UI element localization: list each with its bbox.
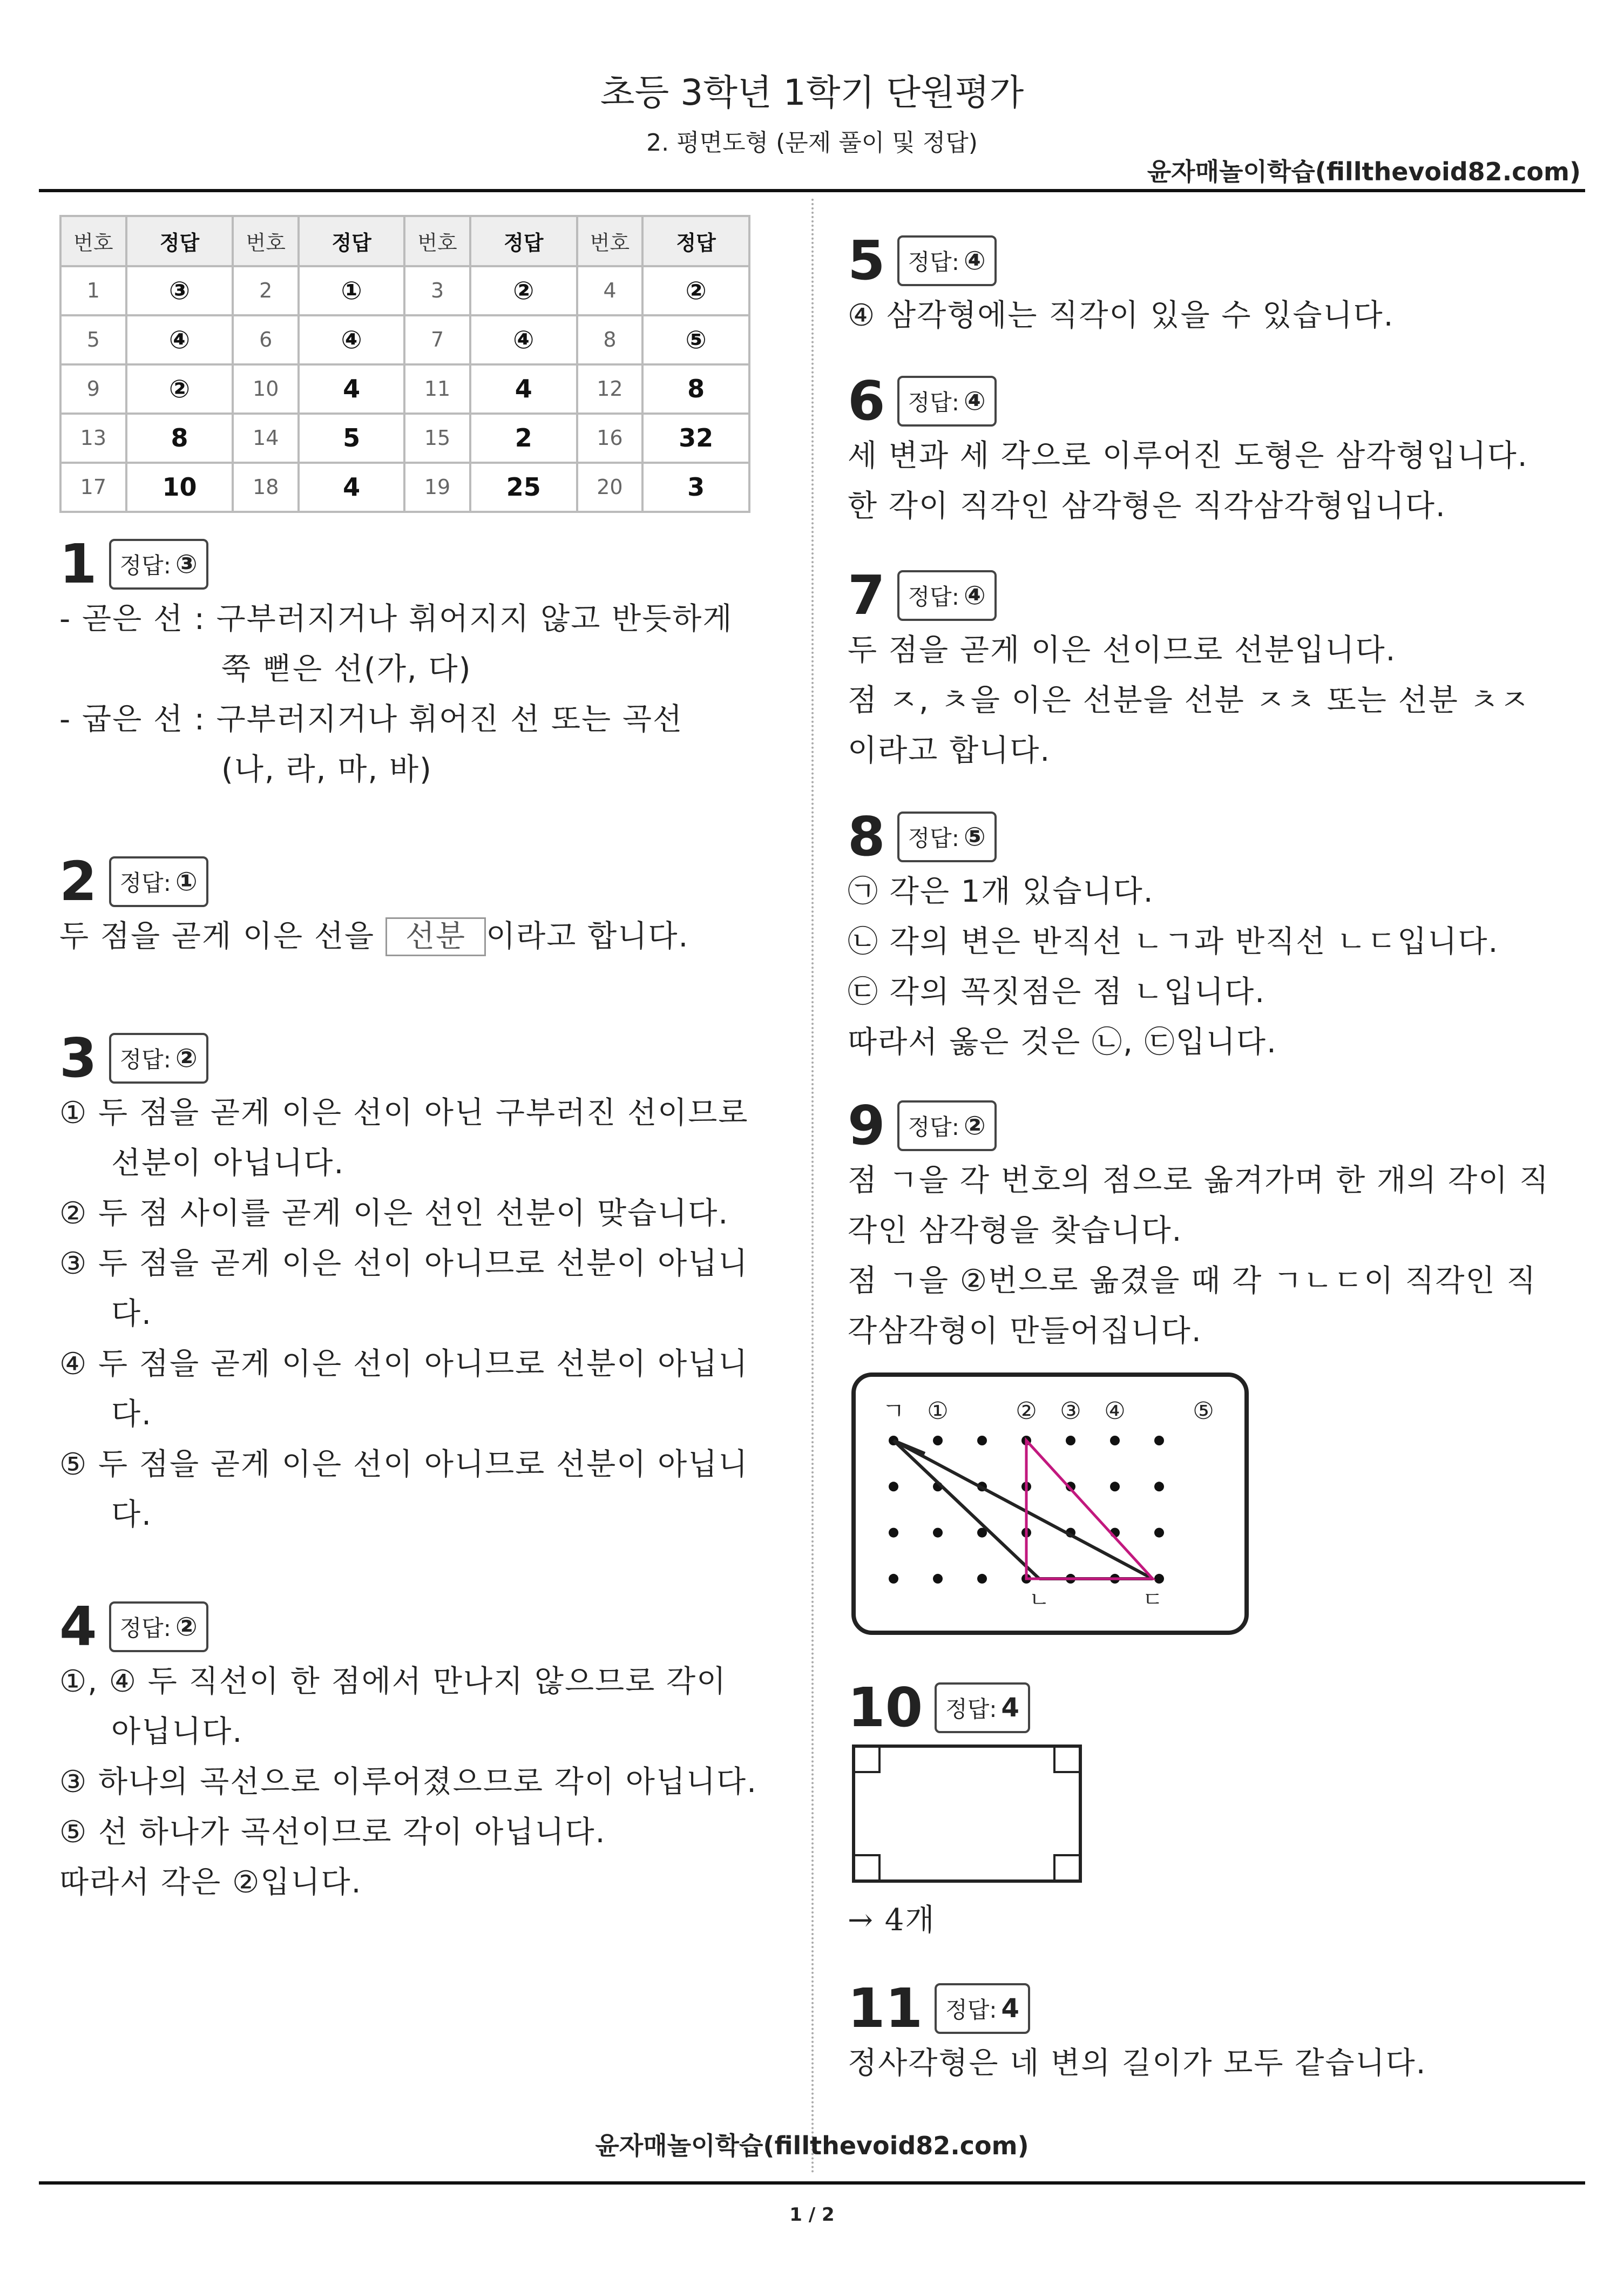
question-11 <box>848 1979 1426 2088</box>
question-no-cell: 19 <box>404 463 470 512</box>
header-rule <box>39 189 1585 192</box>
rectangle <box>854 1746 1080 1881</box>
explanation-line: 각인 삼각형을 찾습니다. <box>848 1213 1183 1248</box>
explanation-line: ⑤ 선 하나가 곡선이므로 각이 아닙니다. <box>59 1815 606 1850</box>
question-no-cell: 7 <box>404 315 470 364</box>
question-2 <box>59 852 689 962</box>
question-no-cell: 16 <box>577 414 643 463</box>
question-number: 1 <box>59 532 97 596</box>
explanation-line: - 곧은 선 : 구부러지거나 휘어지지 않고 반듯하게 <box>59 601 733 637</box>
answer-badge: 정답: ③ <box>109 539 208 590</box>
question-number: 2 <box>59 850 97 913</box>
site-credit-footer: 윤자매놀이학습(fillthevoid82.com) <box>595 2131 1029 2160</box>
question-no-cell: 13 <box>60 414 126 463</box>
explanation-line: ④ 삼각형에는 직각이 있을 수 있습니다. <box>848 298 1395 333</box>
table-header-answer: 정답 <box>126 216 233 266</box>
explanation-line: 두 점을 곧게 이은 선을 선분 이라고 합니다. <box>59 911 689 962</box>
point-label: ㄱ <box>882 1397 905 1425</box>
grid-dot <box>1154 1436 1164 1445</box>
table-row <box>60 463 749 512</box>
explanation-line: ㉢ 각의 꼭짓점은 점 ㄴ입니다. <box>848 975 1266 1010</box>
answer-badge: 정답: 4 <box>935 1682 1030 1733</box>
answer-cell: 3 <box>642 463 749 512</box>
table-header-no: 번호 <box>577 216 643 266</box>
answer-badge: 정답: ② <box>897 1100 997 1151</box>
question-number: 4 <box>59 1595 97 1658</box>
answer-badge: 정답: ② <box>109 1601 208 1652</box>
grid-dot <box>933 1528 943 1538</box>
explanation-line: 점 ㅈ, ㅊ을 이은 선분을 선분 ㅈㅊ 또는 선분 ㅊㅈ <box>848 683 1530 718</box>
answer-cell: 4 <box>470 364 577 414</box>
point-label: ② <box>1016 1397 1037 1425</box>
explanation-line: 다. <box>111 1296 152 1331</box>
column-divider <box>811 199 814 2175</box>
answer-cell: 32 <box>642 414 749 463</box>
question-10 <box>848 1678 1030 1737</box>
answer-cell: ③ <box>126 266 233 315</box>
explanation-line: - 굽은 선 : 구부러지거나 휘어진 선 또는 곡선 <box>59 702 684 737</box>
answer-cell: ① <box>299 266 404 315</box>
grid-dot <box>933 1436 943 1445</box>
grid-dot <box>1110 1436 1120 1445</box>
page-title: 초등 3학년 1학기 단원평가 <box>600 72 1024 113</box>
grid-dot <box>1066 1436 1075 1445</box>
explanation-line: 따라서 옳은 것은 ㉡, ㉢입니다. <box>848 1025 1277 1060</box>
grid-dot <box>889 1574 898 1584</box>
explanation-line: 점 ㄱ을 ②번으로 옮겼을 때 각 ㄱㄴㄷ이 직각인 직 <box>848 1263 1537 1299</box>
grid-dot <box>1110 1482 1120 1491</box>
site-credit-top: 윤자매놀이학습(fillthevoid82.com) <box>1147 157 1581 186</box>
explanation-line: 각삼각형이 만들어집니다. <box>848 1314 1202 1349</box>
answer-cell: 8 <box>642 364 749 414</box>
explanation-line: ③ 두 점을 곧게 이은 선이 아니므로 선분이 아닙니 <box>59 1246 749 1281</box>
explanation-line: 점 ㄱ을 각 번호의 점으로 옮겨가며 한 개의 각이 직 <box>848 1163 1550 1198</box>
rectangle-figure <box>850 1743 1088 1889</box>
answer-cell: 5 <box>299 414 404 463</box>
point-label: ③ <box>1060 1397 1081 1425</box>
answer-cell: ⑤ <box>642 315 749 364</box>
question-no-cell: 11 <box>404 364 470 414</box>
question-number: 11 <box>848 1977 923 2040</box>
question-no-cell: 14 <box>233 414 299 463</box>
table-row <box>60 266 749 315</box>
table-header-answer: 정답 <box>299 216 404 266</box>
explanation-line: ⑤ 두 점을 곧게 이은 선이 아니므로 선분이 아닙니 <box>59 1447 749 1482</box>
question-no-cell: 20 <box>577 463 643 512</box>
explanation-line: 선분이 아닙니다. <box>111 1146 345 1181</box>
result-text: → 4개 <box>848 1903 936 1938</box>
point-label: ① <box>927 1397 949 1425</box>
question-number: 8 <box>848 805 885 868</box>
table-header-answer: 정답 <box>642 216 749 266</box>
question-7 <box>848 566 1530 776</box>
grid-dot <box>977 1436 987 1445</box>
question-no-cell: 1 <box>60 266 126 315</box>
question-no-cell: 12 <box>577 364 643 414</box>
table-header-no: 번호 <box>404 216 470 266</box>
point-label: ㄴ <box>1028 1587 1050 1612</box>
answer-cell: ④ <box>299 315 404 364</box>
grid-dot <box>1154 1482 1164 1491</box>
point-label: ④ <box>1104 1397 1126 1425</box>
answer-table <box>59 215 750 513</box>
explanation-line: ① 두 점을 곧게 이은 선이 아닌 구부러진 선이므로 <box>59 1096 749 1131</box>
page-number: 1 / 2 <box>789 2204 835 2226</box>
question-no-cell: 6 <box>233 315 299 364</box>
question-no-cell: 15 <box>404 414 470 463</box>
answer-cell: ② <box>470 266 577 315</box>
question-no-cell: 17 <box>60 463 126 512</box>
point-label: ㄷ <box>1142 1587 1163 1612</box>
question-number: 5 <box>848 229 885 292</box>
answer-badge: 정답: ④ <box>897 235 997 286</box>
question-no-cell: 8 <box>577 315 643 364</box>
explanation-line: ㉡ 각의 변은 반직선 ㄴㄱ과 반직선 ㄴㄷ입니다. <box>848 924 1499 959</box>
right-angle-mark <box>854 1855 879 1881</box>
answer-cell: 25 <box>470 463 577 512</box>
question-number: 7 <box>848 564 885 627</box>
question-no-cell: 5 <box>60 315 126 364</box>
page-subtitle: 2. 평면도형 (문제 풀이 및 정답) <box>646 129 978 157</box>
grid-dot <box>889 1528 898 1538</box>
answer-cell: 8 <box>126 414 233 463</box>
grid-dot <box>889 1482 898 1491</box>
right-angle-mark <box>1054 1855 1080 1881</box>
dot-grid-figure <box>850 1371 1250 1636</box>
right-angle-mark <box>1054 1746 1080 1772</box>
question-4 <box>59 1597 757 1908</box>
explanation-line: 세 변과 세 각으로 이루어진 도형은 삼각형입니다. <box>848 438 1528 474</box>
explanation-line: 쭉 뻗은 선(가, 다) <box>221 652 472 687</box>
question-number: 9 <box>848 1094 885 1157</box>
explanation-line: 다. <box>111 1397 152 1432</box>
explanation-line: ①, ④ 두 직선이 한 점에서 만나지 않으므로 각이 <box>59 1664 727 1699</box>
figure-frame <box>854 1375 1247 1633</box>
answer-badge: 정답: ⑤ <box>897 812 997 862</box>
explanation-line: 정사각형은 네 변의 길이가 모두 같습니다. <box>848 2046 1427 2081</box>
table-row <box>60 315 749 364</box>
boxed-answer: 선분 <box>385 917 486 956</box>
answer-badge: 정답: ② <box>109 1033 208 1084</box>
explanation-line: 아닙니다. <box>111 1714 243 1749</box>
question-3 <box>59 1026 749 1540</box>
table-row <box>60 364 749 414</box>
grid-dot <box>933 1574 943 1584</box>
question-no-cell: 2 <box>233 266 299 315</box>
answer-badge: 정답: ④ <box>897 570 997 621</box>
explanation-line: ④ 두 점을 곧게 이은 선이 아니므로 선분이 아닙니 <box>59 1347 749 1382</box>
explanation-line: 두 점을 곧게 이은 선이므로 선분입니다. <box>848 633 1397 668</box>
table-row <box>60 414 749 463</box>
explanation-line: 이라고 합니다. <box>848 733 1051 768</box>
question-number: 3 <box>59 1026 97 1090</box>
question-9 <box>848 1096 1549 1356</box>
answer-cell: ② <box>126 364 233 414</box>
answer-cell: ④ <box>126 315 233 364</box>
point-label: ⑤ <box>1193 1397 1214 1425</box>
explanation-line: 다. <box>111 1497 152 1532</box>
question-1 <box>59 532 733 795</box>
explanation-line: 따라서 각은 ②입니다. <box>59 1865 362 1900</box>
question-number: 10 <box>848 1676 923 1739</box>
answer-cell: ④ <box>470 315 577 364</box>
question-no-cell: 10 <box>233 364 299 414</box>
answer-badge: 정답: ④ <box>897 376 997 427</box>
answer-cell: 4 <box>299 463 404 512</box>
question-number: 6 <box>848 369 885 432</box>
question-no-cell: 9 <box>60 364 126 414</box>
answer-cell: ② <box>642 266 749 315</box>
table-header-no: 번호 <box>60 216 126 266</box>
question-no-cell: 4 <box>577 266 643 315</box>
explanation-line: ③ 하나의 곡선으로 이루어졌으므로 각이 아닙니다. <box>59 1764 757 1800</box>
answer-cell: 2 <box>470 414 577 463</box>
explanation-line: ② 두 점 사이를 곧게 이은 선인 선분이 맞습니다. <box>59 1196 729 1231</box>
explanation-line: 한 각이 직각인 삼각형은 직각삼각형입니다. <box>848 489 1446 524</box>
footer-rule <box>39 2181 1585 2185</box>
answer-cell: 10 <box>126 463 233 512</box>
answer-cell: 4 <box>299 364 404 414</box>
answer-badge: 정답: 4 <box>935 1983 1030 2034</box>
grid-dot <box>1154 1528 1164 1538</box>
table-header-answer: 정답 <box>470 216 577 266</box>
explanation-line: ㉠ 각은 1개 있습니다. <box>848 874 1154 909</box>
question-8 <box>848 807 1499 1067</box>
answer-badge: 정답: ① <box>109 856 208 907</box>
grid-dot <box>1154 1574 1164 1584</box>
question-no-cell: 3 <box>404 266 470 315</box>
question-5 <box>848 231 1394 341</box>
right-angle-mark <box>854 1746 879 1772</box>
question-no-cell: 18 <box>233 463 299 512</box>
question-6 <box>848 371 1528 531</box>
explanation-line: (나, 라, 마, 바) <box>221 752 432 787</box>
table-header-no: 번호 <box>233 216 299 266</box>
grid-dot <box>977 1574 987 1584</box>
